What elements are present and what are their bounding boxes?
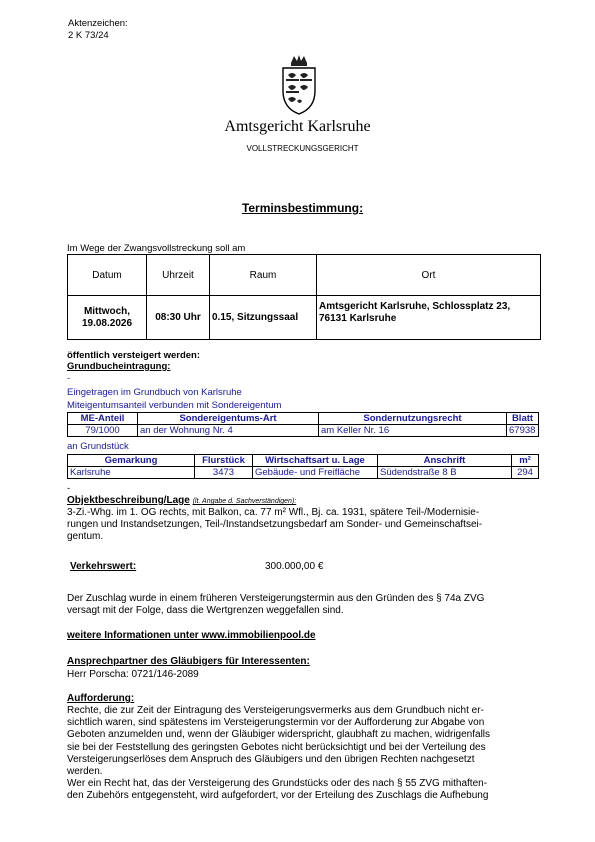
verkehrswert-value: 300.000,00 €	[265, 561, 324, 572]
se-header-art: Sondereigentums-Art	[138, 413, 319, 425]
court-name: Amtsgericht Karlsruhe	[224, 118, 371, 135]
aufforderung-heading: Aufforderung:	[67, 693, 135, 704]
court-subtitle: VOLLSTRECKUNGSGERICHT	[246, 144, 359, 153]
termin-ort	[317, 296, 541, 340]
aktenzeichen-value: 2 K 73/24	[68, 30, 109, 41]
aktenzeichen-label: Aktenzeichen:	[68, 18, 128, 29]
versteigert-text: öffentlich versteigert werden:	[67, 350, 201, 361]
gs-header-wirtschaftsart: Wirtschaftsart u. Lage	[253, 455, 378, 467]
gs-header-flaeche: m²	[512, 455, 539, 467]
termin-ort-line2: 76131 Karlsruhe	[319, 313, 397, 324]
se-blatt: 67938	[507, 425, 539, 437]
termin-raum: 0.15, Sitzungssaal	[210, 296, 317, 340]
page-title: Terminsbestimmung:	[241, 201, 364, 215]
termin-ort-line1: Amtsgericht Karlsruhe, Schlossplatz 23,	[319, 301, 511, 312]
se-header-nutzung: Sondernutzungsrecht	[319, 413, 507, 425]
aufforderung-line: Geboten anzumelden und, wenn der Gläubiger widerspricht, glaubhaft zu machen, widrigenfalls	[67, 729, 491, 741]
termin-datum-line2: 19.08.2026	[81, 317, 133, 329]
aufforderung-line: sichtlich waren, sind spätestens im Versteigerungstermin vor der Aufforderung zur Abgabe von	[67, 717, 485, 729]
termin-header-datum: Datum	[68, 255, 147, 296]
an-grundstueck: an Grundstück	[67, 441, 129, 452]
weitere-info-link[interactable]: weitere Informationen unter www.immobilienpool.de	[67, 630, 316, 641]
termin-uhrzeit: 08:30 Uhr	[147, 296, 210, 340]
objekt-line: gentum.	[67, 531, 104, 543]
aufforderung-line: Wer ein Recht hat, das der Versteigerung des Grundstücks oder des nach § 55 ZVG mithaften-	[67, 778, 488, 790]
gs-wirtschaftsart: Gebäude- und Freifläche	[253, 467, 378, 479]
termin-header-uhrzeit: Uhrzeit	[147, 255, 210, 296]
se-header-anteil: ME-Anteil	[68, 413, 138, 425]
gs-flurstueck: 3473	[195, 467, 253, 479]
gs-anschrift: Südendstraße 8 B	[378, 467, 512, 479]
aufforderung-line: Versteigerungserlöses dem Anspruch des Gläubigers und den übrigen Rechten nachgesetzt	[67, 753, 475, 765]
aufforderung-text	[67, 705, 490, 803]
gs-header-gemarkung: Gemarkung	[68, 455, 195, 467]
intro-text: Im Wege der Zwangsvollstreckung soll am	[67, 243, 246, 254]
objekt-line: rungen und Instandsetzungen, Teil-/Instandsetzungsbedarf am Sonder- und Gemeinschaftsei-	[67, 519, 483, 531]
objekt-line: 3-Zi.-Whg. im 1. OG rechts, mit Balkon, ca. 77 m² Wfl., Bj. ca. 1931, spätere Teil-/Modernisie-	[67, 507, 480, 518]
grundbuch-line2: Miteigentumsanteil verbunden mit Sondereigentum	[67, 400, 282, 411]
ansprechpartner-contact: Herr Porscha: 0721/146-2089	[67, 669, 199, 680]
grundbuch-heading: Grundbucheintragung:	[67, 361, 171, 372]
grundbuch-dash2: -	[67, 483, 71, 494]
gs-header-flurstueck: Flurstück	[195, 455, 253, 467]
objekt-description	[67, 507, 482, 544]
grundstueck-table	[67, 454, 539, 479]
termin-header-ort: Ort	[317, 255, 541, 296]
termin-datum	[68, 296, 147, 340]
gs-gemarkung: Karlsruhe	[68, 467, 195, 479]
objekt-heading: Objektbeschreibung/Lage	[67, 495, 190, 506]
grundbuch-dash: -	[67, 373, 71, 384]
aufforderung-line: Rechte, die zur Zeit der Eintragung des Versteigerungsvermerks aus dem Grundbuch nicht er-	[67, 705, 484, 716]
se-anteil: 79/1000	[68, 425, 138, 437]
zuschlag-text	[67, 593, 484, 617]
termin-datum-line1: Mittwoch,	[83, 305, 131, 317]
zuschlag-line: Der Zuschlag wurde in einem früheren Versteigerungstermin aus den Gründen des § 74a ZVG	[67, 593, 485, 604]
verkehrswert-label: Verkehrswert:	[70, 561, 137, 572]
ansprechpartner-heading: Ansprechpartner des Gläubigers für Interessenten:	[67, 656, 310, 667]
gs-header-anschrift: Anschrift	[378, 455, 512, 467]
sondereigentum-table	[67, 412, 539, 437]
grundbuch-line1: Eingetragen im Grundbuch von Karlsruhe	[67, 387, 242, 398]
se-art: an der Wohnung Nr. 4	[138, 425, 319, 437]
se-nutzung: am Keller Nr. 16	[319, 425, 507, 437]
aufforderung-line: den Zubehörs entgegensteht, wird aufgefordert, vor der Erteilung des Zuschlags die Aufhebung	[67, 790, 489, 802]
aufforderung-line: sie bei der Feststellung des geringsten Gebotes nicht berücksichtigt und bei der Verteilung des	[67, 741, 486, 753]
zuschlag-line: versagt mit der Folge, dass die Wertgrenzen weggefallen sind.	[67, 605, 344, 617]
termin-header-raum: Raum	[210, 255, 317, 296]
gs-flaeche: 294	[512, 467, 539, 479]
aufforderung-line: werden.	[67, 766, 103, 778]
termin-table	[67, 254, 541, 340]
se-header-blatt: Blatt	[507, 413, 539, 425]
objekt-note: (lt. Angabe d. Sachverständigen):	[192, 498, 297, 505]
coat-of-arms-icon	[280, 55, 318, 115]
